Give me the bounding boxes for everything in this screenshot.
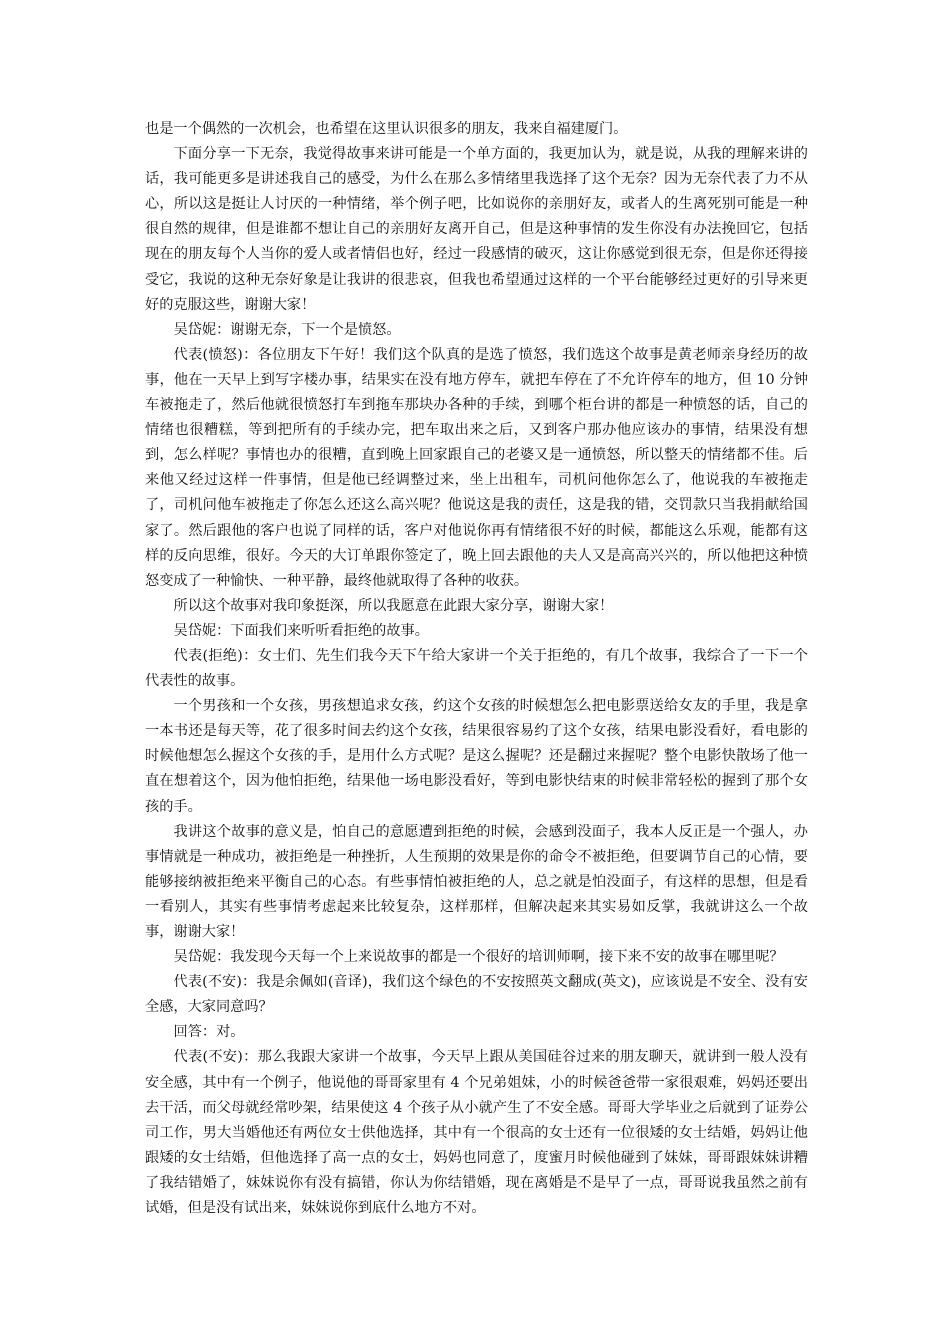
paragraph-1: 也是一个偶然的一次机会，也希望在这里认识很多的朋友，我来自福建厦门。 bbox=[145, 121, 628, 137]
paragraph-5: 所以这个故事对我印象挺深，所以我愿意在此跟大家分享，谢谢大家！ bbox=[173, 597, 614, 614]
paragraph-11: 代表(不安)：我是余佩如(音译)，我们这个绿色的不安按照英文翻成(英文)，应该说是不安全、没有安全感，大家同意吗？ bbox=[145, 974, 808, 1016]
paragraph-10: 吴岱妮：我发现今天每一个上来说故事的都是一个很好的培训师啊，接下来不安的故事在哪里呢？ bbox=[173, 949, 784, 966]
paragraph-6: 吴岱妮：下面我们来听听看拒绝的故事。 bbox=[173, 622, 429, 639]
document-body bbox=[145, 117, 808, 1221]
paragraph-9: 我讲这个故事的意义是，怕自己的意愿遭到拒绝的时候，会感到没面子，我本人反正是一个强人，办事情就是一种成功，被拒绝是一种挫折，人生预期的效果是你的命令不被拒绝，但要调节自己的心情，要能够接纳被拒绝来平衡自己的心态。有些事情怕被拒绝的人，总之就是怕没面子，有这样的思想，但是看一看别人，其实有些事情考虑起来比较复杂，这样那样，但解决起来其实易如反掌，我就讲这么一个故事，谢谢大家！ bbox=[145, 823, 808, 940]
paragraph-3: 吴岱妮：谢谢无奈，下一个是愤怒。 bbox=[173, 321, 401, 338]
paragraph-4: 代表(愤怒)：各位朋友下午好！我们这个队真的是选了愤怒，我们选这个故事是黄老师亲身经历的故事，他在一天早上到写字楼办事，结果实在没有地方停车，就把车停在了不允许停车的地方，但 10 分钟车被拖走了，然后他就很愤怒打车到拖车那块办各种的手续，到哪个柜台讲的都是一种愤怒的话，自己的情绪也很糟糕，等到把所有的手续办完，把车取出来之后，又到客户那办他应该办的事情，结果没有想到，怎么样呢？事情也办的很糟，直到晚上回家跟自己的老婆又是一通愤怒，所以整天的情绪都不佳。后来他又经过这样一件事情，但是他已经调整过来，坐上出租车，司机问他你怎么了，他说我的车被拖走了，司机问他车被拖走了你怎么还这么高兴呢？他说这是我的责任，这是我的错，交罚款只当我捐献给国家了。然后跟他的客户也说了同样的话，客户对他说你再有情绪很不好的时候，都能这么乐观，能都有这样的反向思维，很好。今天的大订单跟你签定了，晚上回去跟他的夫人又是高高兴兴的，所以他把这种愤怒变成了一种愉快、一种平静，最终他就取得了各种的收获。 bbox=[145, 346, 808, 589]
paragraph-13: 代表(不安)：那么我跟大家讲一个故事，今天早上跟从美国硅谷过来的朋友聊天，就讲到一般人没有安全感，其中有一个例子，他说他的哥哥家里有 4 个兄弟姐妹，小的时候爸爸带一家很艰难，妈妈还要出去干活，而父母就经常吵架，结果使这 4 个孩子从小就产生了不安全感。哥哥大学毕业之后就到了证券公司工作，男大当婚他还有两位女士供他选择，其中有一个很高的女士还有一位很矮的女士结婚，妈妈让他跟矮的女士结婚，但他选择了高一点的女士，妈妈也同意了，度蜜月时候他碰到了妹妹，哥哥跟妹妹讲糟了我结错婚了，妹妹说你有没有搞错，你认为你结错婚，现在离婚是不是早了一点，哥哥说我虽然之前有试婚，但是没有试出来，妹妹说你到底什么地方不对。 bbox=[145, 1049, 808, 1217]
paragraph-12: 回答：对。 bbox=[173, 1024, 245, 1041]
paragraph-8: 一个男孩和一个女孩，男孩想追求女孩，约这个女孩的时候想怎么把电影票送给女友的手里，我是拿一本书还是每天等，花了很多时间去约这个女孩，结果很容易约了这个女孩，结果电影没看好，看电影的时候他想怎么握这个女孩的手，是用什么方式呢？是这么握呢？还是翻过来握呢？整个电影快散场了他一直在想着这个，因为他怕拒绝，结果他一场电影没看好，等到电影快结束的时候非常轻松的握到了那个女孩的手。 bbox=[145, 698, 808, 815]
paragraph-2: 下面分享一下无奈，我觉得故事来讲可能是一个单方面的，我更加认为，就是说，从我的理解来讲的话，我可能更多是讲述我自己的感受，为什么在那么多情绪里我选择了这个无奈？因为无奈代表了力不从心，所以这是挺让人讨厌的一种情绪，举个例子吧，比如说你的亲朋好友，或者人的生离死别可能是一种很自然的规律，但是谁都不想让自己的亲朋好友离开自己，但是这种事情的发生你没有办法挽回它，包括现在的朋友每个人当你的爱人或者情侣也好，经过一段感情的破灭，这让你感觉到很无奈，但是你还得接受它，我说的这种无奈好象是让我讲的很悲哀，但我也希望通过这样的一个平台能够经过更好的引导来更好的克服这些，谢谢大家！ bbox=[145, 146, 808, 313]
paragraph-7: 代表(拒绝)：女士们、先生们我今天下午给大家讲一个关于拒绝的，有几个故事，我综合了一下一个代表性的故事。 bbox=[145, 647, 808, 690]
